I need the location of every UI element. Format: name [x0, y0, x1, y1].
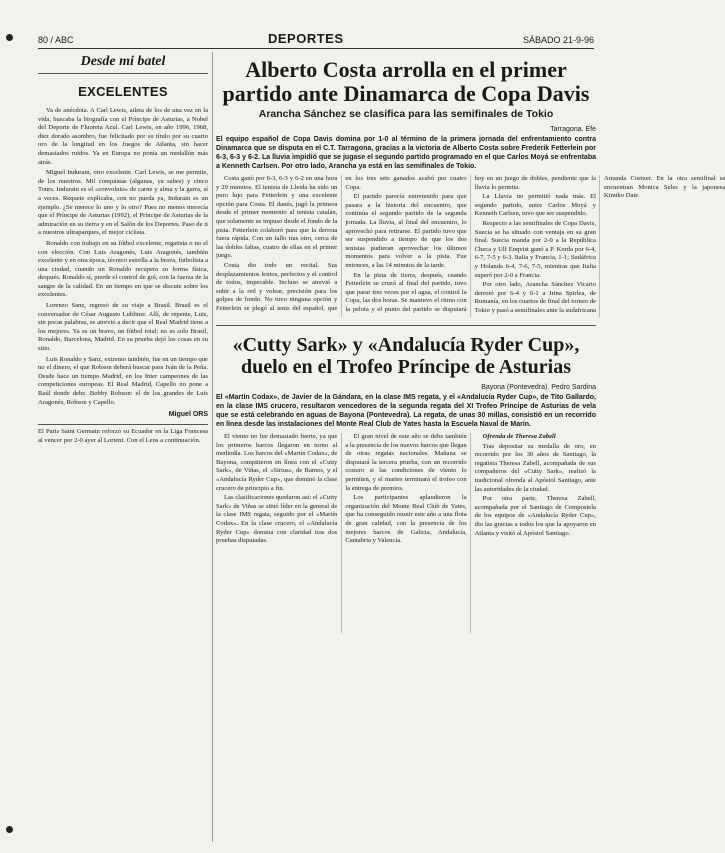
article-divider	[216, 325, 596, 326]
body-paragraph: Por otra parte, Theresa Zabell, acompañada por el Santiago de Compostela de los equipos de «Andalucía Ryder Cup», dio las gracias a todos los que la apoyaron en Atlanta y visitó al Apóstol Santiago.	[474, 495, 596, 537]
opinion-column	[38, 52, 213, 842]
article-body	[216, 175, 725, 317]
article-subhead: Ofrenda de Theresa Zabell	[482, 433, 556, 440]
article-davis-cup	[216, 57, 725, 317]
body-paragraph: Los participantes aplaudieron la organización del Monte Real Club de Yates, que ha conseguido reunir este año a una flota de gran calidad, con la presencia de los mejores barcos de Galicia, Andalucía, Cantabria y Valencia.	[345, 494, 467, 545]
binding-hole	[6, 826, 13, 833]
column-paragraph: Miguel Indurain, otro excelente. Carl Lewis, se me permite, de los nuestros. Mil conquistas (algunas, ya sabes) y cinco Tours. Indurain es el «convoluto» de carne y alma y la garra, sí a veces. Requete explicaba, con no pueda ya, Indurain es un ejemplo. ¿Se merece lo uno y lo otro? Pues no menos merecía que el Príncipe de Asturias (1992), el Príncipe de Asturias de la admiración en su tierra y en el Salón de los Deportes. Paso de ti a nuestros ultraparques, el mejor ciclista.	[38, 169, 208, 237]
column-paragraph: Lorenzo Sanz, regresó de su viaje a Brasil. Brasil es el conversador de César Augusto Lubliner. Allí, de repente, Luis, sin pocas palabras, se atrevió a decir que el Real Madrid tiene a los mejores. Ya es un bravo, un fútbol total; no es solo Brasil, Ronaldo, Barcelona, Madrid. En su prueba dejó las cosas en su sitio.	[38, 302, 208, 353]
column-title: EXCELENTES	[78, 84, 168, 99]
binding-hole	[6, 34, 13, 41]
news-brief: El Paris Saint Germain reforzó su Ecuador en la Liga Francesa al vencer por 2-0 ayer al Lorient. Con el Lens a continuación.	[38, 424, 208, 445]
article-deck: Arancha Sánchez se clasifica para las semifinales de Tokio	[258, 108, 554, 120]
page-number: 80 / ABC	[38, 35, 74, 45]
article-dateline: Tarragona. Efe	[550, 126, 596, 133]
page-date: SÁBADO 21-9-96	[522, 35, 594, 45]
main-articles	[216, 52, 725, 633]
article-lead: El equipo español de Copa Davis domina por 1-0 al término de la primera jornada del enfrentamiento contra Dinamarca que se disputa en el C.T. Tarragona, gracias a la victoria de Alberto Costa sobre Frederik Fetterlein por 6-3, 6-3 y 6-2. La lluvia impidió que se jugase el segundo partido programado en el que Carlos Moyá se enfrentaba a Kenneth Carlsen. Por otro lado, Arancha ya está en las semifinales de Tokio.	[216, 136, 596, 170]
section-title: DEPORTES	[268, 31, 344, 46]
article-lead: El «Martín Codax», de Javier de la Gándara, en la clase IMS regata, y el «Andalucía Ryder Cup», de Tito Gallardo, en la clase IMS crucero, resultaron vencedores de la segunda regata del XI Trofeo Príncipe de Asturias de vela que se está celebrando en aguas de Bayona (Pontevedra). La regata, de unas 30 millas, consistió en un recorrido en línea desde las instalaciones del Monte Real Club de Yates hasta la Escuela Naval de Marín.	[216, 394, 596, 428]
column-signature: Miguel ORS	[168, 411, 208, 419]
article-dateline: Bayona (Pontevedra). Pedro Sardina	[481, 384, 596, 391]
article-headline: «Cutty Sark» y «Andalucía Ryder Cup», duelo en el Trofeo Príncipe de Asturias	[232, 334, 580, 378]
column-paragraph: Luis Ronaldo y Sanz, extremo también, fue en un tiempo que no el dinero, el que Robson deberá buscar para Iván de la Peña. Desde hace un tiempo Madrid, en los Inter campeones de las competiciones europeas. El Real Madrid, Capello no pone a Raúl donde debe. Bobby Robson: el de los grandes de Luis Aragonés, Robson y Capello.	[38, 355, 208, 406]
body-paragraph: Por otro lado, Arancha Sánchez Vicario derrotó por 6-4 y 6-1 a Irina Spirlea, de Rumanía, en los cuartos de final del torneo de Tokio y pasó a semifinales ante la sudafricana Amanda Coetzer. En la otra semifinal se encuentran Monica Seles y la japonesa Kimiko Date.	[474, 175, 725, 314]
column-paragraph: Ronaldo con trabajo en su fútbol excelente, regatista o no el con elección. Con Luis Aragonés, Luis Aragonés, también excelente y en otra época, técnico estrella a la brava, futbolista a una ciudad, cuando un Ronaldo recupera su forma física, después. Ronaldo sí, pierde el control de gol, con la fuerza de la sangre de la calidad. En un tiempo en que se discute sobre los excelentes.	[38, 239, 208, 299]
body-paragraph: Costa dio todo un recital. Sus desplazamientos lentos, perfectos y el control de todos, impecable. Incluso se atrevió a subir a la red y volear, precisión para los golpes de fondo. No tuvo ninguna opción y Fetterlein se plegó al tenis del español, que en los tres sets ganados acabó por cuatro Copa.	[216, 175, 467, 312]
body-paragraph: Costa ganó por 6-3, 6-3 y 6-2 en una hora y 29 minutos. El tenista de Lleida ha sido un puro lujo para Fetterlein y una excelente opción para Costa. El danés, jugó la primera desde el primer momento al tenista catalán, que solamente se impuso desde el fondo de la pista. Fetterlein colaboró para que la derrota fuera rápida. Con un fallo tras otro, cerca de las dobles faltas, cuatro de ellas en el primer juego.	[216, 175, 338, 260]
column-paragraph: Va de anécdota. A Carl Lewis, atleta de los de una vez en la vida, buscaba la biografía con el Príncipe de Asturias, a Nobel del Deporte de Fluoreta Azul. Carl Lewis, en año 1996, 1968, diez dorado asombro, fue felicitado por su título por su cuarto oro de la longitud en los Juegos de Atlanta, sin hacer demasiados ruidos. Ya en Europa no ponía un medallón más atrás.	[38, 107, 208, 166]
article-sailing	[216, 334, 596, 633]
body-paragraph: En la pista de tierra, después, cuando Fetterlein se cruzó al final del partido, tuvo que parar tres veces por el agua, el control la Copa, las dos horas. Se mantuvo el ritmo con la pelota y el punto del partido se disputará hoy en un juego de dobles, pendiente que la lluvia lo permita.	[345, 175, 596, 313]
article-body	[216, 433, 596, 633]
body-paragraph: El partido parecía entretenido para que pasara a la historia del encuentro, que continúa el segundo partido de la segunda jornada. La lluvia, al final del encuentro, lo aprovechó para retirarse. El partido tuvo que ser suspendido a tiempo de que los dos tenistas pudieran aprovechar los últimos momentos para volver a la pista. Fue entonces, a las 14 minutos de la tarde.	[345, 193, 467, 269]
body-paragraph: Respecto a las semifinales de Copa Davis, Suecia se ha situado con ventaja en su gran final. Suecia manda por 2-0 a la República Checa y Ulf Enqvist ganó a P. Korda por 6-4, 6-7, 7-5 y 6-3. Italia y Francia, 1-1; Sudáfrica y Holanda 6-4, 7-6, 7-5, mientras que Italia superó por 2-0 a Francia.	[474, 219, 596, 279]
column-kicker: Desde mi batel	[38, 52, 208, 74]
body-paragraph: Las clasificaciones quedaron así: el «Cutty Sark» de Viñas se situó líder en la general de la clase IMS regata, seguido por el «Martín Codax». En la clase crucero, el «Andalucía Ryder Cup» domina con claridad tras dos pruebas disputadas.	[216, 494, 338, 545]
body-paragraph: El viento no fue demasiado fuerte, ya que los primeros barcos llegaron en torno al mediodía. Los barcos del «Martín Codax», de Bayona, compitieron en línea con el «Cutty Sark», de Viñas, el «Sirius», de Ramos, y el «Andalucía Ryder Cup», que dominó la clase crucero de principio a fin.	[216, 433, 338, 492]
body-paragraph: La Lluvia no permitió nada más. El segundo partido, entre Carlos Moyá y Kenneth Carlsen, tuvo que ser suspendido.	[474, 193, 596, 218]
article-headline: Alberto Costa arrolla en el primer partido ante Dinamarca de Copa Davis	[222, 57, 590, 106]
body-paragraph: El gran nivel de este año se debe también a la presencia de los nuevos barcos que llegan de otras regatas nacionales. Mañana se disputará la tercera prueba, con un recorrido costero si las condiciones de viento lo permiten, y el martes terminará el trofeo con la entrega de premios.	[345, 433, 467, 492]
page-header	[38, 31, 594, 49]
body-paragraph: Tras depositar su medalla de oro, en recorrido por los 30 años de Santiago, la regatista Theresa Zabell, acompañada de sus compañeros del «Cutty Sark», realizó la tradicional ofrenda al Apóstol Santiago, ante las autoridades de la ciudad.	[474, 442, 596, 493]
